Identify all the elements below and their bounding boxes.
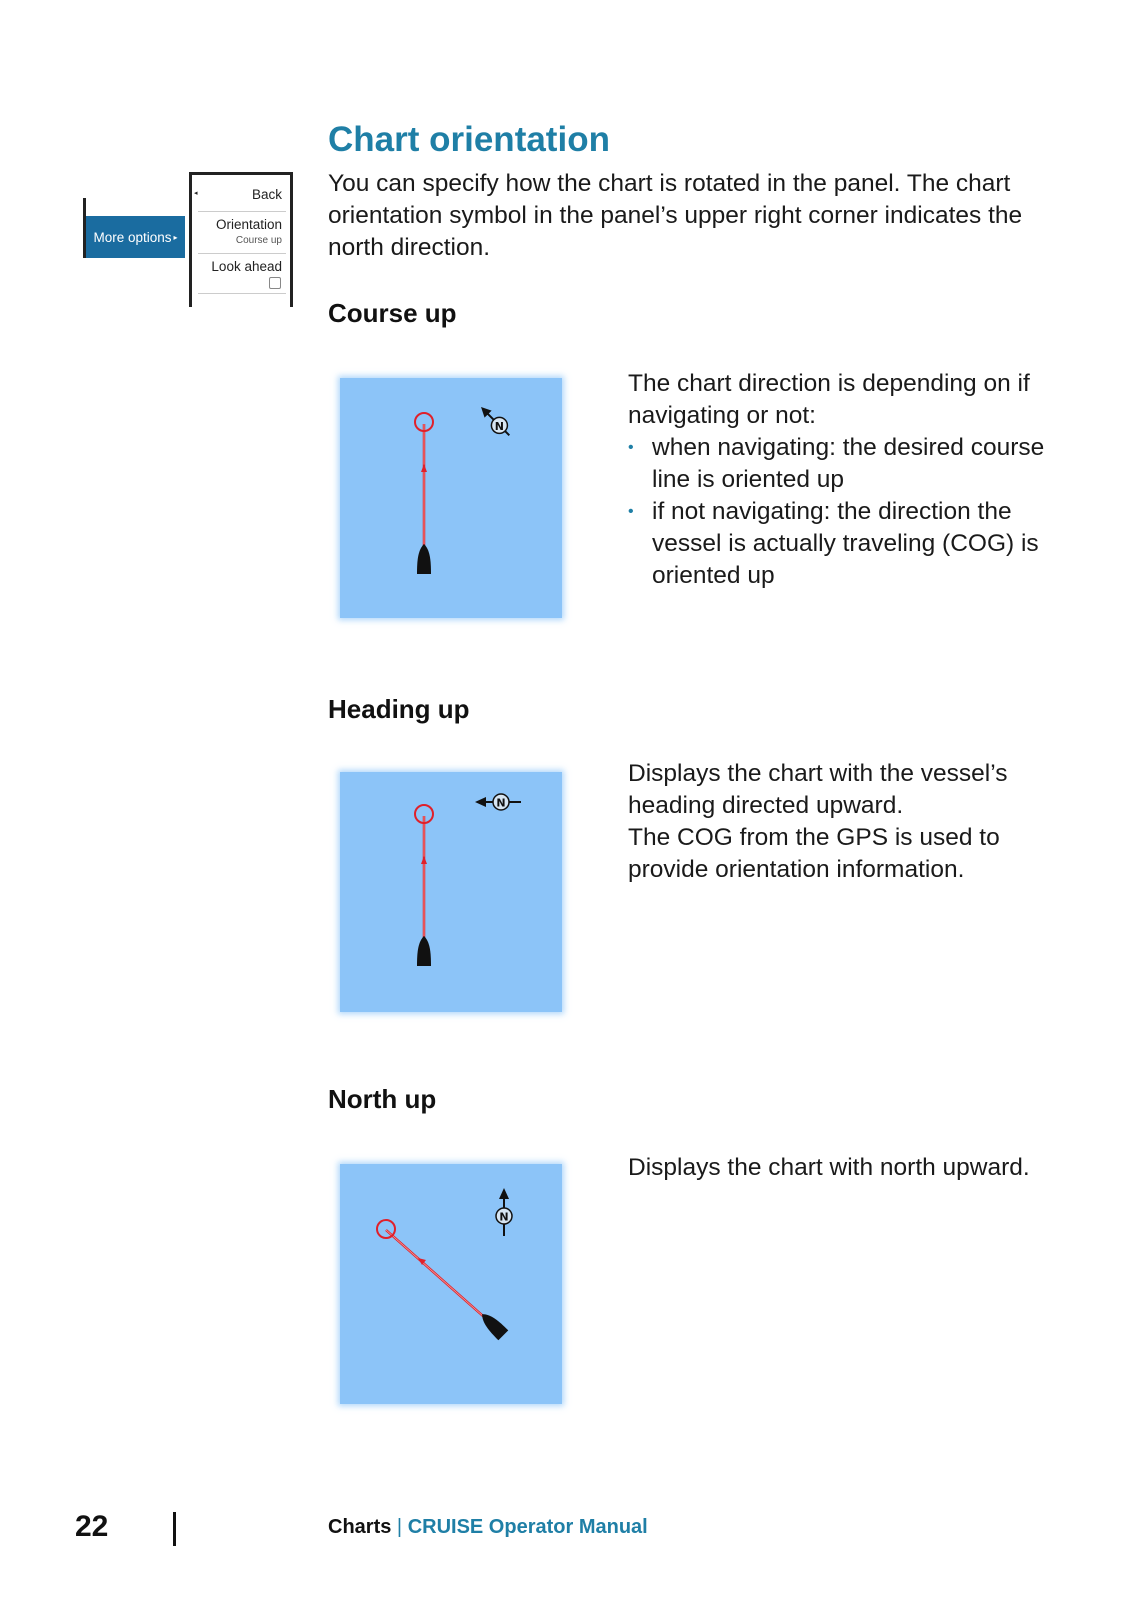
bullet-icon: • <box>628 503 634 520</box>
menu-divider <box>198 211 286 212</box>
course-up-intro: The chart direction is depending on if navigating or not: <box>628 370 1030 429</box>
back-arrow-icon: ◂ <box>194 190 198 197</box>
heading-up-chart-image <box>340 772 562 1012</box>
heading-heading-up: Heading up <box>328 694 470 724</box>
menu-item-orientation-value: Course up <box>235 235 282 246</box>
options-submenu <box>189 172 293 307</box>
list-item: • if not navigating: the direction the vessel is actually traveling (COG) is oriented up <box>628 498 1039 589</box>
footer-section: Charts <box>328 1516 392 1538</box>
menu-divider <box>198 253 286 254</box>
bullet-icon: • <box>628 439 634 456</box>
intro-paragraph: You can specify how the chart is rotated in the panel. The chart orientation symbol in the panel’s upper right corner indicates the north direction. <box>328 170 1023 261</box>
page-title: Chart orientation <box>328 120 610 159</box>
footer-manual-title: CRUISE Operator Manual <box>407 1516 648 1538</box>
menu-divider <box>198 293 286 294</box>
menu-item-look-ahead[interactable]: Look ahead <box>211 259 282 274</box>
north-up-chart-image <box>340 1164 562 1404</box>
svg-text:N: N <box>494 419 505 433</box>
compass-icon <box>496 1188 512 1236</box>
vessel-icon <box>417 544 431 574</box>
compass-icon <box>475 794 521 810</box>
course-line-highlight <box>386 1230 492 1324</box>
course-arrow <box>421 856 427 864</box>
north-up-description <box>628 1152 1058 1184</box>
course-arrow <box>421 464 427 472</box>
footer <box>328 1516 648 1539</box>
footer-divider <box>173 1512 176 1546</box>
waypoint-icon <box>377 1220 395 1238</box>
course-up-list <box>628 432 1058 592</box>
more-options-label: More options <box>93 229 172 245</box>
course-up-chart-image <box>340 378 562 618</box>
compass-icon <box>475 401 515 441</box>
heading-up-line2: The COG from the GPS is used to provide orientation information. <box>628 824 1000 883</box>
chevron-right-icon: ▸ <box>173 232 178 242</box>
list-item: • when navigating: the desired course line is oriented up <box>628 434 1045 493</box>
vessel-icon <box>417 936 431 966</box>
heading-north-up: North up <box>328 1084 437 1114</box>
heading-course-up: Course up <box>328 298 457 328</box>
footer-separator: | <box>396 1516 403 1538</box>
menu-item-back[interactable]: Back <box>251 187 282 202</box>
svg-text:N: N <box>496 796 506 810</box>
look-ahead-checkbox[interactable] <box>269 277 281 289</box>
heading-up-line1: Displays the chart with the vessel’s heading directed upward. <box>628 760 1008 819</box>
options-menu <box>83 172 295 307</box>
more-options-button[interactable] <box>83 216 185 258</box>
course-up-description <box>628 368 1058 592</box>
menu-item-orientation[interactable]: Orientation <box>215 217 282 232</box>
north-up-line1: Displays the chart with north upward. <box>628 1154 1030 1181</box>
svg-text:N: N <box>499 1210 509 1224</box>
page-number: 22 <box>75 1510 109 1543</box>
heading-up-description <box>628 758 1058 886</box>
